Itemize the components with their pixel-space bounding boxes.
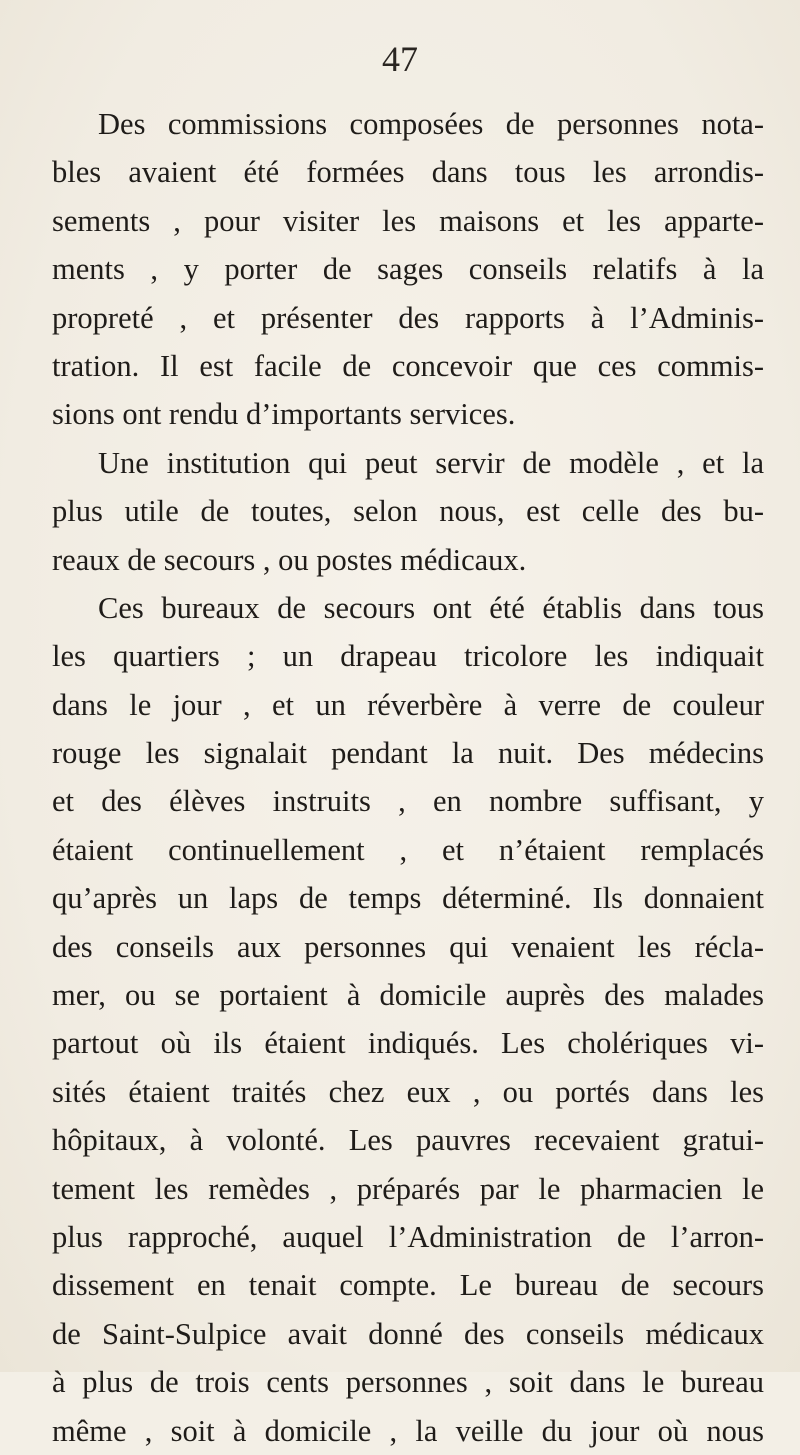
- text-line: plus rapproché, auquel l’Administration de l’arron-: [52, 1219, 764, 1254]
- text-line: propreté , et présenter des rapports à l’Adminis-: [52, 300, 764, 335]
- text-line: qu’après un laps de temps déterminé. Ils donnaient: [52, 881, 764, 916]
- text-line: Des commissions composées de personnes nota-: [98, 107, 764, 141]
- text-line: sions ont rendu d’importants services.: [52, 397, 516, 432]
- text-line: plus utile de toutes, selon nous, est celle des bu-: [52, 494, 764, 529]
- text-line: étaient continuellement , et n’étaient remplacés: [52, 832, 764, 867]
- text-line: rouge les signalait pendant la nuit. Des médecins: [52, 736, 764, 771]
- body-text: [52, 100, 764, 1455]
- page-number: 47: [382, 39, 418, 79]
- text-line: de Saint-Sulpice avait donné des conseils médicaux: [52, 1316, 764, 1351]
- text-line: ments , y porter de sages conseils relatifs à la: [52, 252, 764, 287]
- text-line: Une institution qui peut servir de modèle , et la: [98, 445, 764, 480]
- text-line: et des élèves instruits , en nombre suffisant, y: [52, 784, 764, 819]
- text-line: hôpitaux, à volonté. Les pauvres recevaient gratui-: [52, 1123, 764, 1158]
- text-line: Ces bureaux de secours ont été établis dans tous: [98, 590, 764, 625]
- text-line: sités étaient traités chez eux , ou portés dans les: [52, 1074, 764, 1109]
- text-line: les quartiers ; un drapeau tricolore les indiquait: [52, 639, 764, 674]
- text-line: partout où ils étaient indiqués. Les cholériques vi-: [52, 1026, 764, 1061]
- text-line: bles avaient été formées dans tous les arrondis-: [52, 155, 764, 190]
- text-line: tration. Il est facile de concevoir que ces commis-: [52, 348, 764, 383]
- text-line: mer, ou se portaient à domicile auprès des malades: [52, 978, 764, 1013]
- text-line: sements , pour visiter les maisons et les apparte-: [52, 203, 764, 238]
- text-line: dans le jour , et un réverbère à verre de couleur: [52, 687, 764, 722]
- text-line: des conseils aux personnes qui venaient les récla-: [52, 929, 764, 964]
- text-line: à plus de trois cents personnes , soit dans le bureau: [52, 1365, 764, 1400]
- text-line: dissement en tenait compte. Le bureau de secours: [52, 1268, 764, 1303]
- text-line: tement les remèdes , préparés par le pharmacien le: [52, 1171, 764, 1206]
- text-line: même , soit à domicile , la veille du jour où nous: [52, 1413, 764, 1448]
- text-line: reaux de secours , ou postes médicaux.: [52, 542, 527, 577]
